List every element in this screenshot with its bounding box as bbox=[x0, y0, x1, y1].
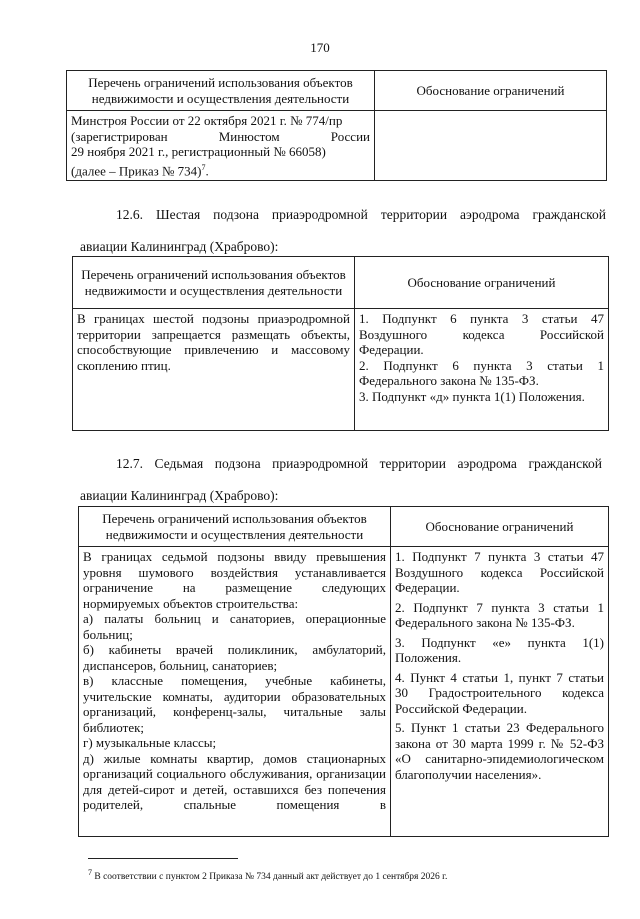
table-cell-justification bbox=[355, 309, 609, 431]
restriction-paragraph: д) жилые комнаты квартир, домов стационарных организаций социального обслуживания, организации для детей-сирот и детей, оставшихся без попечения родителей, спальные помещения в bbox=[83, 750, 386, 812]
footnote-text: В соответствии с пунктом 2 Приказа № 734 данный акт действует до 1 сентября 2026 г. bbox=[92, 872, 448, 883]
restriction-paragraph: г) музыкальные классы; bbox=[83, 735, 217, 750]
restriction-paragraph: б) кабинеты врачей поликлиник, амбулаторий, диспансеров, больниц, санаториев; bbox=[83, 642, 386, 673]
justification-item: 1. Подпункт 6 пункта 3 статьи 47 Воздушного кодекса Российской Федерации. bbox=[359, 311, 604, 357]
table-subzone-6 bbox=[72, 256, 609, 431]
justification-item: 1. Подпункт 7 пункта 3 статьи 47 Воздушного кодекса Российской Федерации. bbox=[395, 549, 604, 595]
table-header-justification: Обоснование ограничений bbox=[355, 257, 609, 309]
justification-item: 2. Подпункт 7 пункта 3 статьи 1 Федерального закона № 135-ФЗ. bbox=[395, 599, 604, 630]
cell-line: Минстроя России от 22 октября 2021 г. № 774/пр bbox=[71, 113, 343, 128]
table-header-justification: Обоснование ограничений bbox=[391, 507, 609, 547]
table-cell-restrictions bbox=[79, 547, 391, 837]
justification-item: 3. Подпункт «д» пункта 1(1) Положения. bbox=[359, 388, 585, 404]
footnote-divider bbox=[88, 858, 238, 859]
cell-line bbox=[71, 160, 370, 179]
table-header-restrictions: Перечень ограничений использования объектов недвижимости и осуществления деятельности bbox=[67, 71, 375, 111]
table-header-restrictions: Перечень ограничений использования объектов недвижимости и осуществления деятельности bbox=[73, 257, 355, 309]
justification-item: 4. Пункт 4 статьи 1, пункт 7 статьи 30 Градостроительного кодекса Российской Федерации. bbox=[395, 669, 604, 716]
cell-line: 29 ноября 2021 г., регистрационный № 66058) bbox=[71, 144, 326, 159]
heading-line: авиации Калининград (Храброво): bbox=[80, 239, 279, 254]
cell-text: (далее – Приказ № 734) bbox=[71, 162, 202, 178]
footnote-ref: 7 bbox=[201, 162, 206, 172]
justification-item: 5. Пункт 1 статьи 23 Федерального закона от 30 марта 1999 г. № 52-ФЗ «О санитарно-эпидемиологическом благополучии населения». bbox=[395, 720, 604, 782]
table-continuation bbox=[66, 70, 607, 181]
table-cell-restrictions: В границах шестой подзоны приаэродромной территории запрещается размещать объекты, способствующие привлечению и массовому скоплению птиц. bbox=[73, 309, 355, 431]
table-cell-restrictions bbox=[67, 111, 375, 181]
restriction-paragraph: в) классные помещения, учебные кабинеты, учительские комнаты, аудитории образовательных организаций, конференц-залы, читальные залы библиотек; bbox=[83, 673, 386, 735]
footnote bbox=[88, 868, 447, 882]
heading-line: авиации Калининград (Храброво): bbox=[80, 488, 279, 503]
heading-line: 12.7. Седьмая подзона приаэродромной территории аэродрома гражданской bbox=[116, 456, 602, 471]
footnote-marker: 7 bbox=[88, 868, 92, 877]
heading-line: 12.6. Шестая подзона приаэродромной территории аэродрома гражданской bbox=[116, 207, 606, 222]
restriction-paragraph: В границах седьмой подзоны ввиду превышения уровня шумового воздействия устанавливается ограничение на размещение следующих нормируемых объектов строительства: bbox=[83, 549, 386, 611]
section-heading-12-7 bbox=[80, 456, 602, 504]
justification-item: 2. Подпункт 6 пункта 3 статьи 1 Федерального закона № 135-ФЗ. bbox=[359, 357, 604, 388]
table-subzone-7 bbox=[78, 506, 609, 837]
table-header-restrictions: Перечень ограничений использования объектов недвижимости и осуществления деятельности bbox=[79, 507, 391, 547]
cell-line: (зарегистрирован Минюстом России bbox=[71, 128, 370, 144]
cell-text: . bbox=[205, 162, 209, 178]
table-cell-justification bbox=[375, 111, 607, 181]
justification-item: 3. Подпункт «е» пункта 1(1) Положения. bbox=[395, 634, 604, 665]
page-number: 170 bbox=[310, 40, 330, 55]
section-heading-12-6 bbox=[80, 207, 606, 255]
table-cell-justification bbox=[391, 547, 609, 837]
table-header-justification: Обоснование ограничений bbox=[375, 71, 607, 111]
restriction-paragraph: а) палаты больниц и санаториев, операционные больниц; bbox=[83, 611, 386, 642]
